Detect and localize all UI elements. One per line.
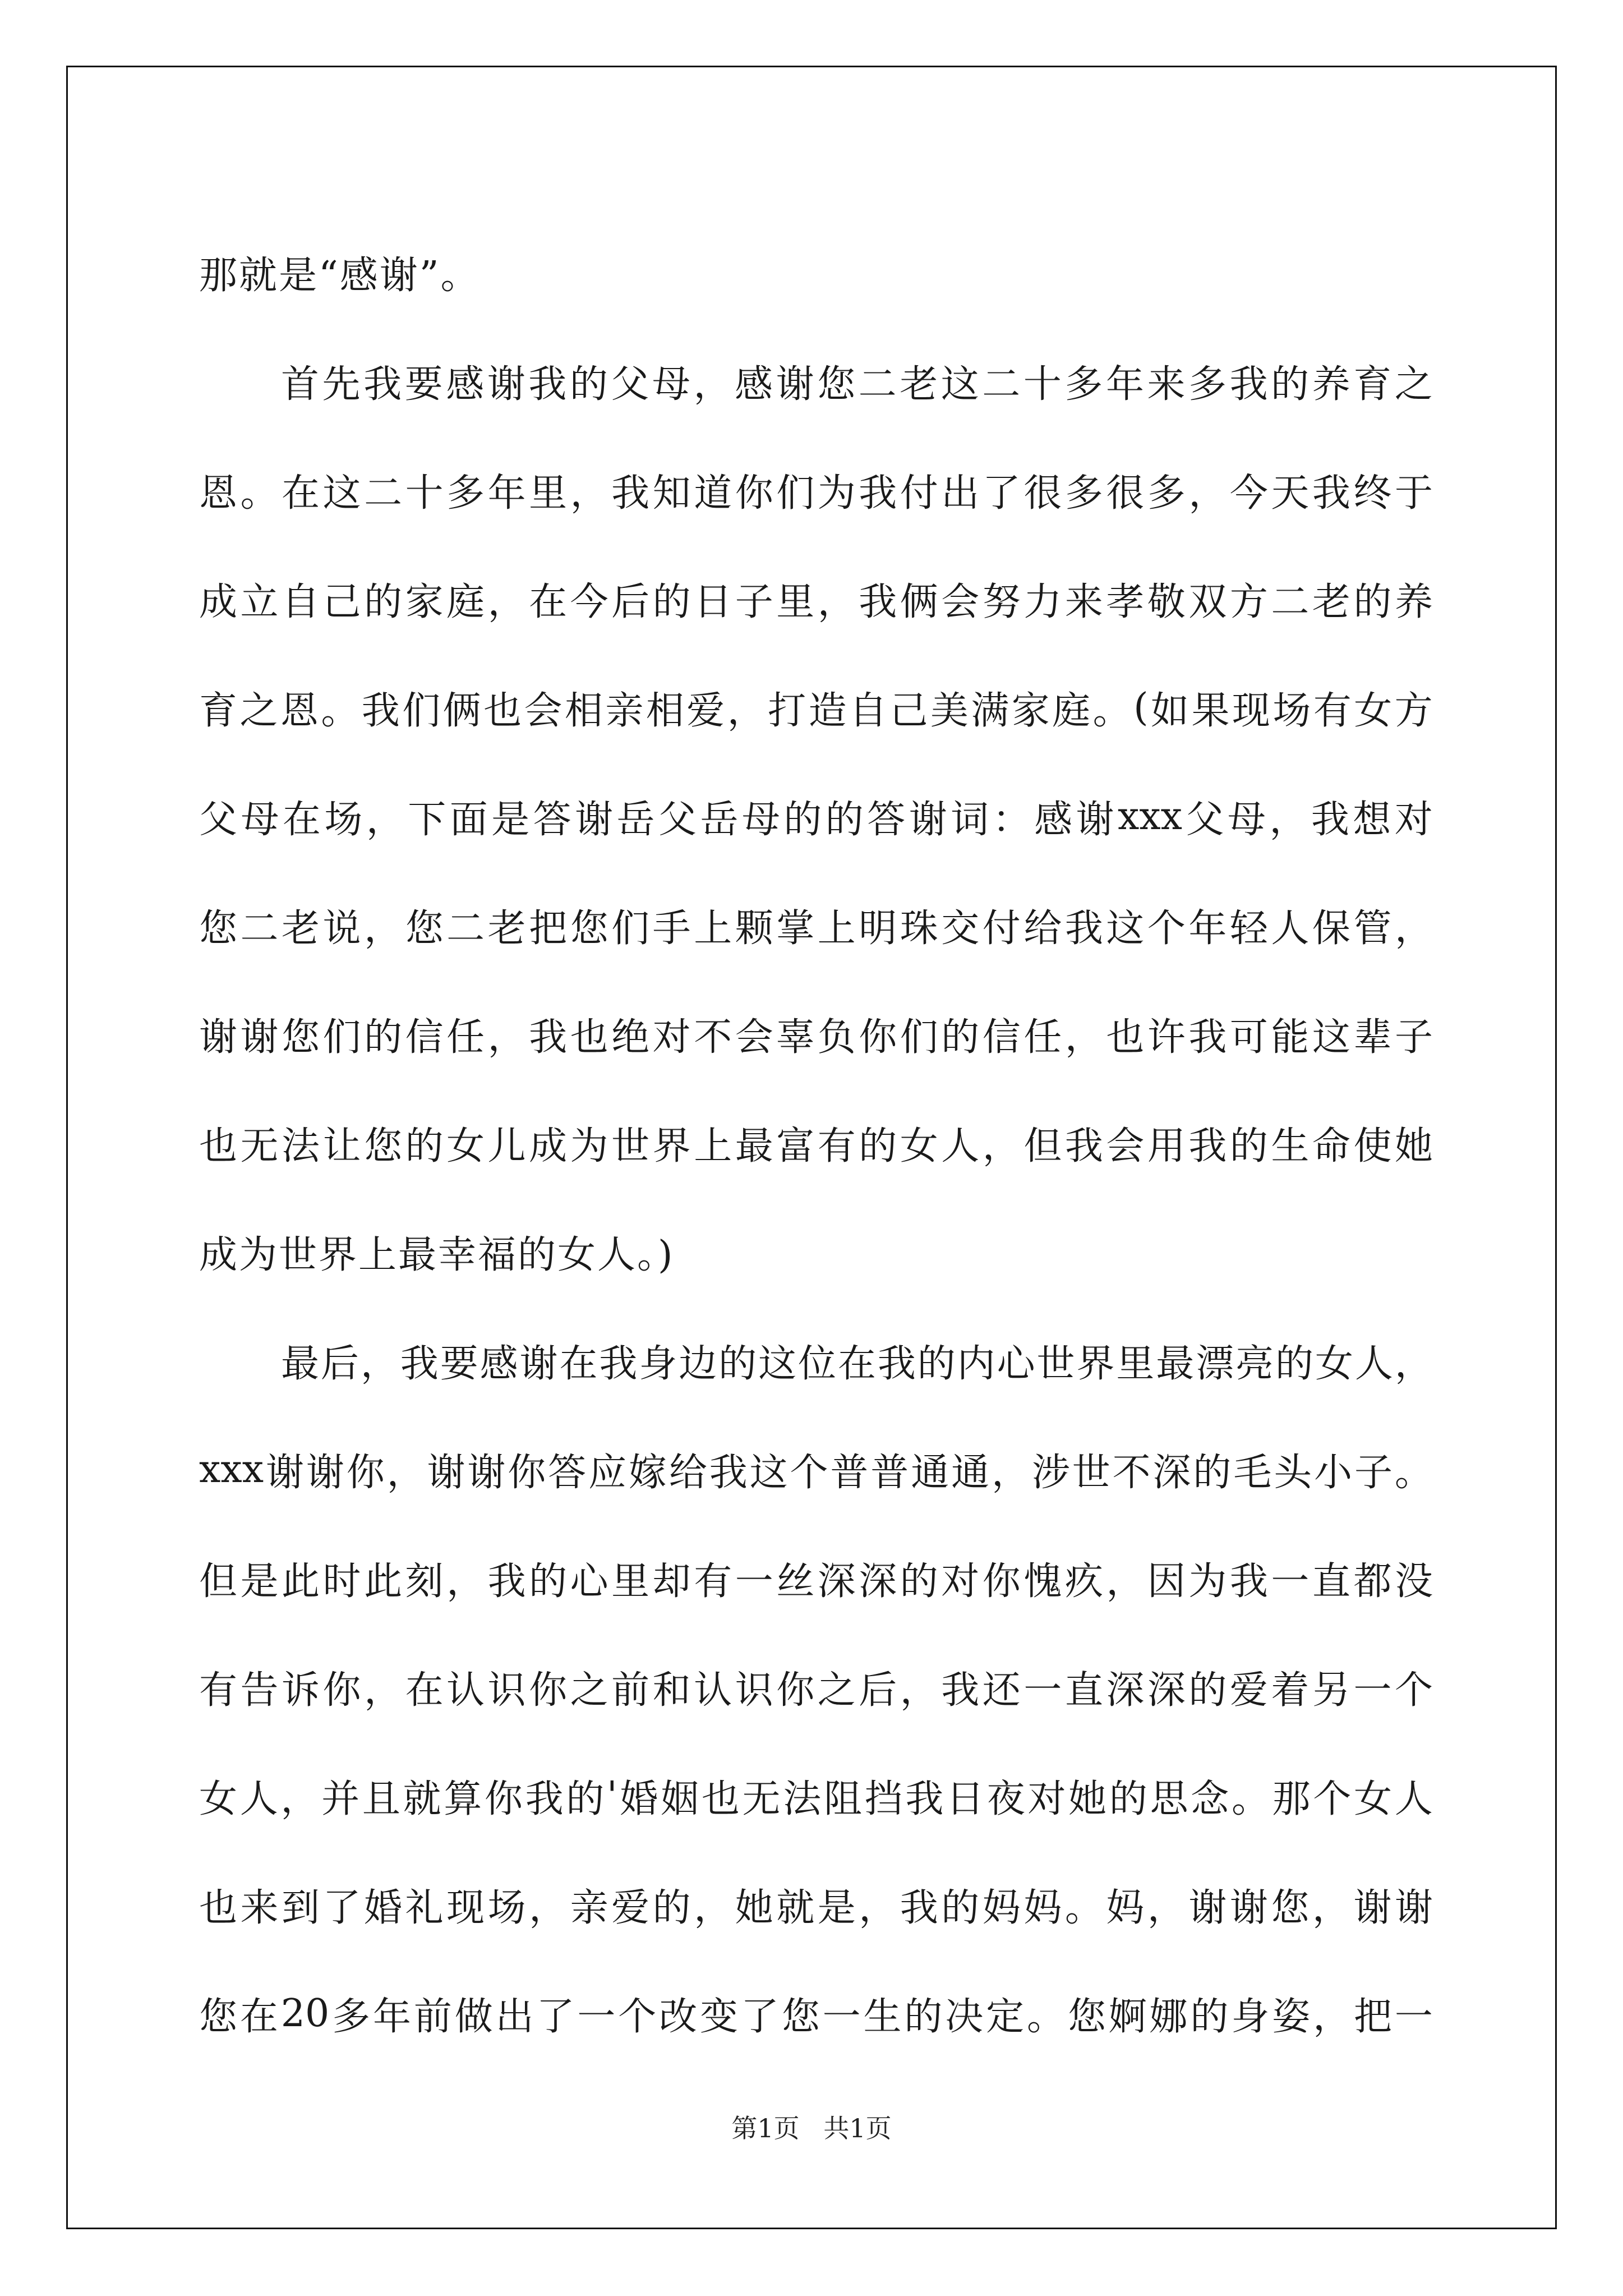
text-line: 您 在 20 多 年 前 做 出 了 一 个 改 变 了 您 一 生 的 决 定 。 您 婀 娜 的 身 姿 ， 把 一 [199,1991,1433,2039]
text-line: 那就是“感谢”。 [199,253,481,298]
document-body [199,218,1433,2068]
text-line: xxx 谢 谢 你 ， 谢 谢 你 答 应 嫁 给 我 这 个 普 普 通 通 ， 涉 世 不 深 的 毛 头 小 子 。 [199,1447,1433,1495]
text-line: 恩 。 在 这 二 十 多 年 里 ， 我 知 道 你 们 为 我 付 出 了 很 多 很 多 ， 今 天 我 终 于 [199,471,1433,516]
text-line: 也 来 到 了 婚 礼 现 场 ， 亲 爱 的 ， 她 就 是 ， 我 的 妈 妈 。 妈 ， 谢 谢 您 ， 谢 谢 [199,1885,1433,1930]
text-line: 父 母 在 场 ， 下 面 是 答 谢 岳 父 岳 母 的 的 答 谢 词 ： 感 谢 xxx 父 母 ， 我 想 对 [199,794,1433,842]
text-line: 成为世界上最幸福的女人。) [199,1232,675,1277]
text-line: 谢 谢 您 们 的 信 任 ， 我 也 绝 对 不 会 辜 负 你 们 的 信 任 ， 也 许 我 可 能 这 辈 子 [199,1015,1433,1060]
text-line: 育 之 恩 。 我 们 俩 也 会 相 亲 相 爱 ， 打 造 自 己 美 满 家 庭 。 ( 如 果 现 场 有 女 方 [199,685,1433,733]
page-number-current: 第1页 [731,2113,800,2143]
text-line: 首 先 我 要 感 谢 我 的 父 母 ， 感 谢 您 二 老 这 二 十 多 年 来 多 我 的 养 育 之 [281,362,1433,407]
page-footer [0,2108,1623,2145]
text-line: 成 立 自 己 的 家 庭 ， 在 今 后 的 日 子 里 ， 我 俩 会 努 力 来 孝 敬 双 方 二 老 的 养 [199,579,1433,624]
text-line: 女 人 ， 并 且 就 算 你 我 的 ' 婚 姻 也 无 法 阻 挡 我 日 夜 对 她 的 思 念 。 那 个 女 人 [199,1773,1433,1821]
text-line: 有 告 诉 你 ， 在 认 识 你 之 前 和 认 识 你 之 后 ， 我 还 一 直 深 深 的 爱 着 另 一 个 [199,1668,1433,1713]
page-number-total: 共1页 [823,2113,892,2143]
text-line: 您 二 老 说 ， 您 二 老 把 您 们 手 上 颗 掌 上 明 珠 交 付 给 我 这 个 年 轻 人 保 管 ， [199,906,1433,951]
text-line: 也 无 法 让 您 的 女 儿 成 为 世 界 上 最 富 有 的 女 人 ， 但 我 会 用 我 的 生 命 使 她 [199,1124,1433,1168]
text-line: 但 是 此 时 此 刻 ， 我 的 心 里 却 有 一 丝 深 深 的 对 你 愧 疚 ， 因 为 我 一 直 都 没 [199,1559,1433,1604]
text-line: 最 后 ， 我 要 感 谢 在 我 身 边 的 这 位 在 我 的 内 心 世 界 里 最 漂 亮 的 女 人 ， [281,1341,1433,1386]
